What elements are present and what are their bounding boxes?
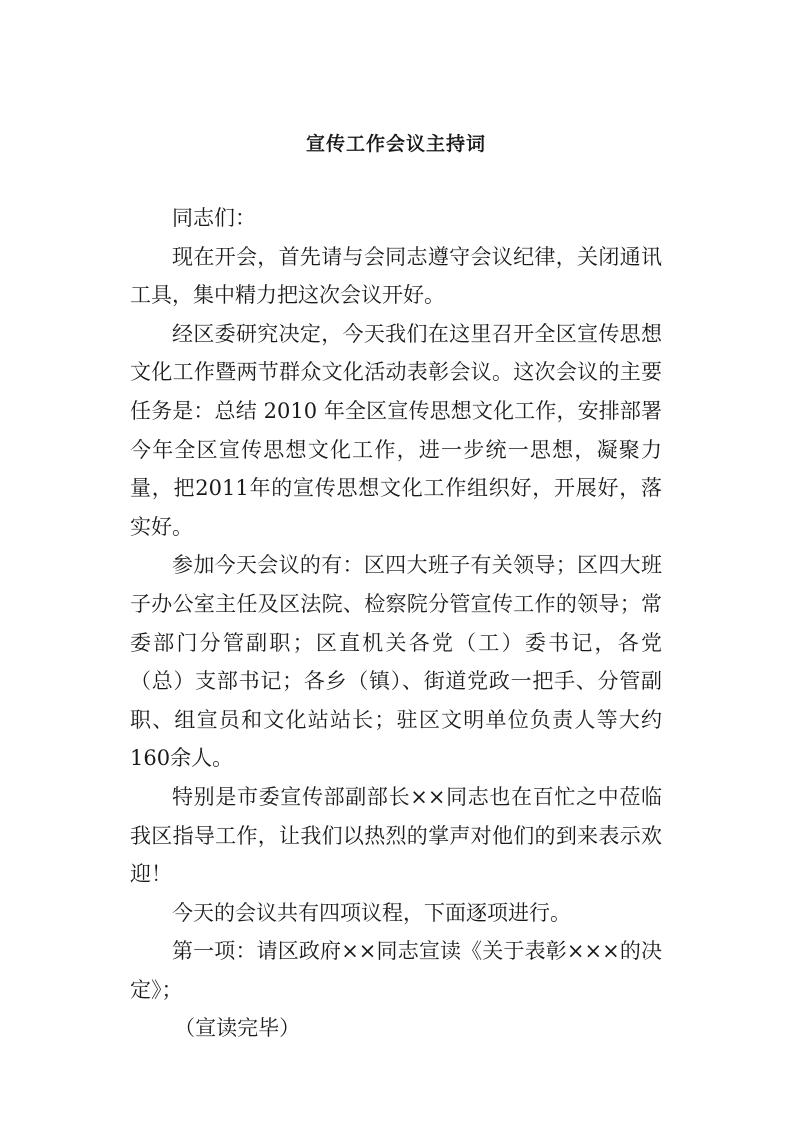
document-title: 宣传工作会议主持词 [305,133,486,155]
attendees-paragraph: 参加今天会议的有：区四大班子有关领导；区四大班子办公室主任及区法院、检察院分管宣传工作的领导；常委部门分管副职；区直机关各党（工）委书记，各党（总）支部书记；各乡（镇）、街道党政一把手、分管副职、组宣员和文化站站长；驻区文明单位负责人等大约160余人。 [130,553,662,771]
salutation-paragraph: 同志们： [172,206,256,230]
purpose-paragraph: 经区委研究决定，今天我们在这里召开全区宣传思想文化工作暨两节群众文化活动表彰会议。这次会议的主要任务是：总结 2010 年全区宣传思想文化工作，安排部署今年全区宣传思想文化工作，进一步统一思想，凝聚力量，把2011年的宣传思想文化工作组织好，开展好，落实好。 [130,321,662,539]
welcome-paragraph: 特别是市委宣传部副部长××同志也在百忙之中莅临我区指导工作，让我们以热烈的掌声对他们的到来表示欢迎！ [130,784,662,887]
agenda-item-one-paragraph: 第一项：请区政府××同志宣读《关于表彰×××的决定》； [130,939,662,1002]
document-body [130,199,662,1048]
discipline-paragraph: 现在开会，首先请与会同志遵守会议纪律，关闭通讯工具，集中精力把这次会议开好。 [130,244,662,308]
reading-complete-note: （宣读完毕） [174,1016,301,1041]
agenda-intro-paragraph: 今天的会议共有四项议程，下面逐项进行。 [172,900,571,925]
